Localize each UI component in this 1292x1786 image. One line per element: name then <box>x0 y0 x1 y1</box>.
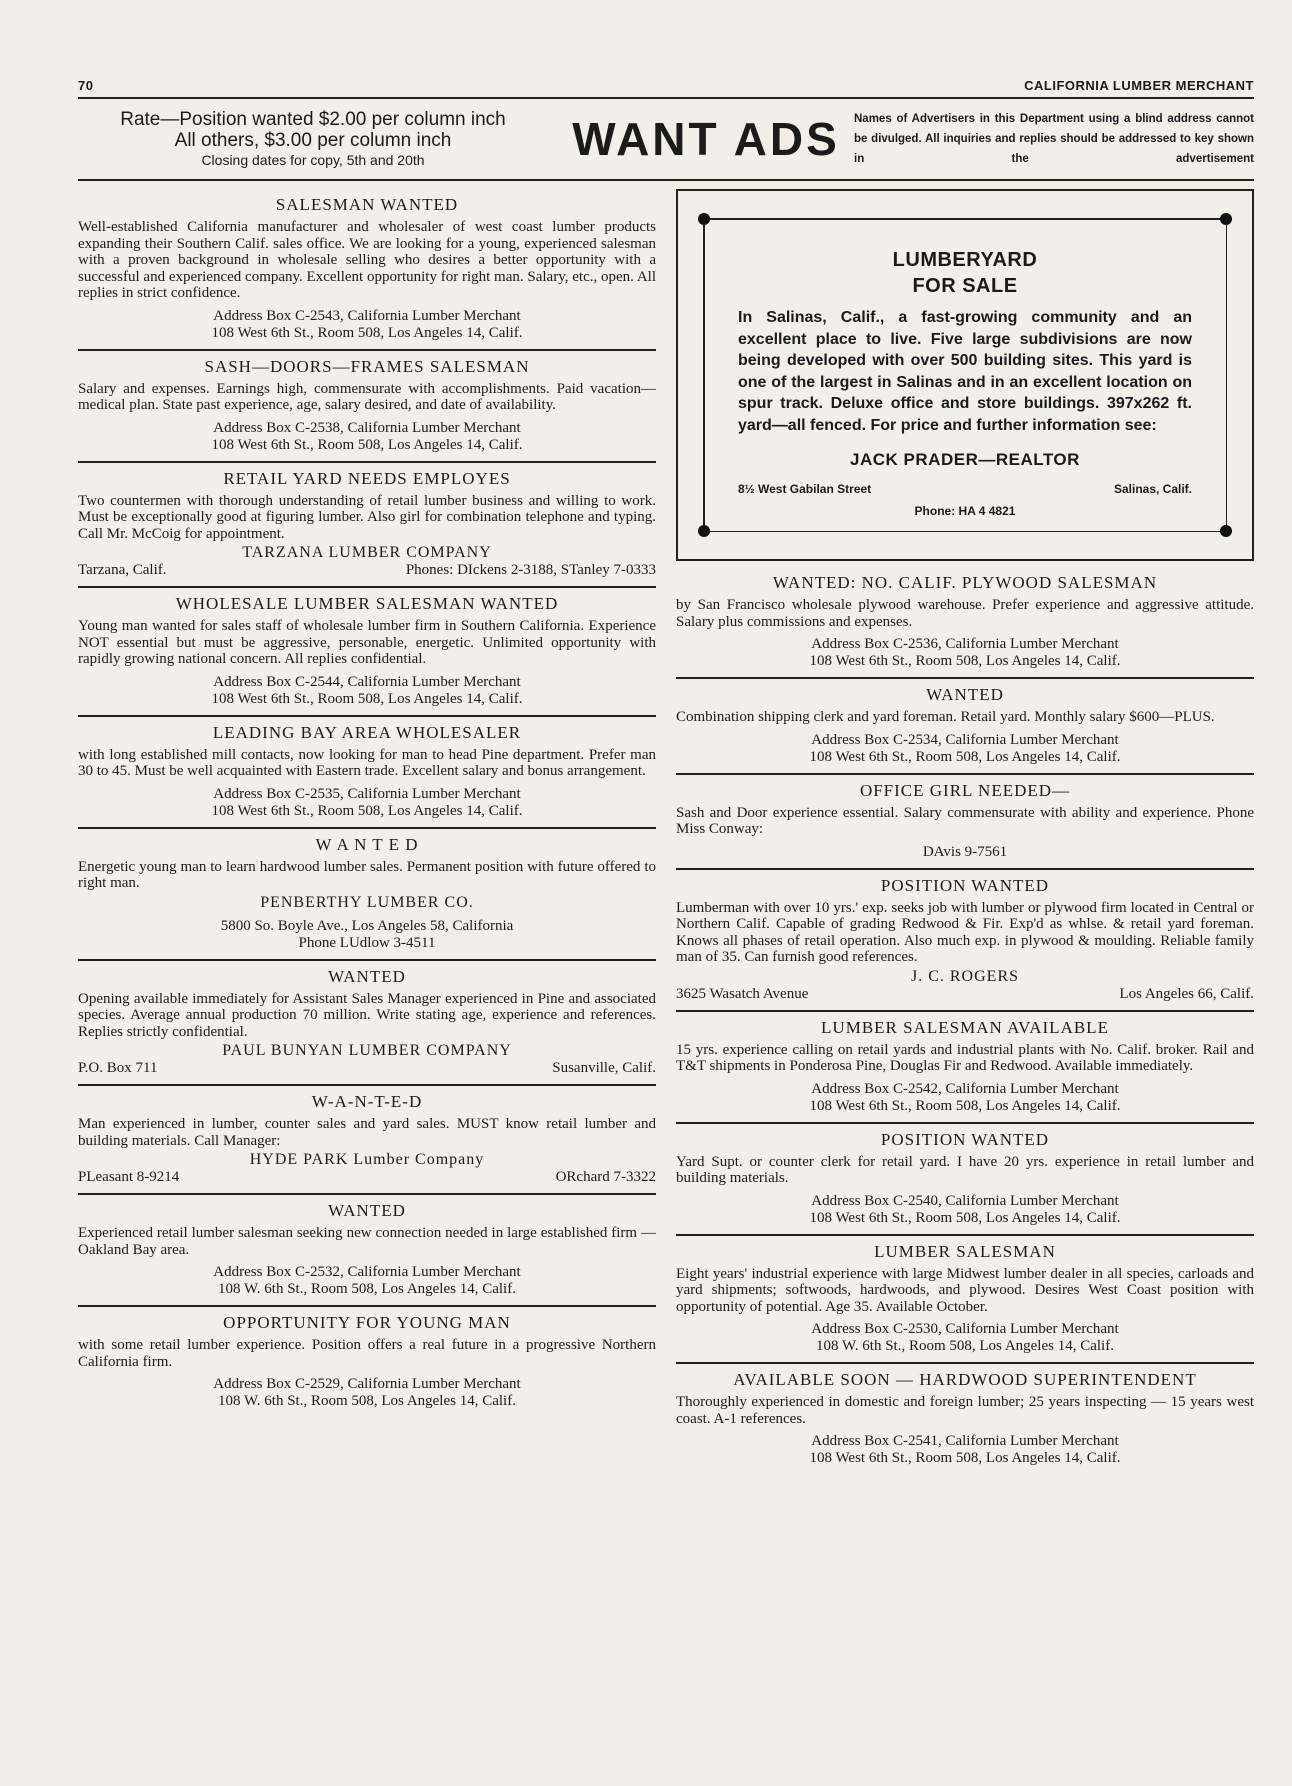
rate-info <box>78 109 548 169</box>
ad-contact-left: PLeasant 8-9214 <box>78 1169 180 1185</box>
ad-company: PAUL BUNYAN LUMBER COMPANY <box>222 1042 512 1059</box>
ad-address-line-2: 108 West 6th St., Room 508, Los Angeles 14, Calif. <box>809 1097 1121 1114</box>
ad-address-line-1: Address Box C-2532, California Lumber Merchant <box>213 1264 521 1280</box>
ad-address-line-1: Address Box C-2538, California Lumber Merchant <box>213 419 521 436</box>
classified-ad <box>676 1124 1254 1236</box>
ad-address-line-2: 108 W. 6th St., Room 508, Los Angeles 14, Calif. <box>218 1281 516 1297</box>
classified-ad <box>676 870 1254 1012</box>
ad-body: Opening available immediately for Assistant Sales Manager experienced in Pine and associated species. Average annual production 70 million. Write stating age, experience and references. Replies strictly confidential. <box>78 990 656 1040</box>
ad-title: SALESMAN WANTED <box>275 195 459 214</box>
blind-address-note: Names of Advertisers in this Department using a blind address cannot be divulged. All inquiries and replies should be addressed to key shown in the advertisement <box>854 113 1254 165</box>
ad-body: Combination shipping clerk and yard foreman. Retail yard. Monthly salary $600—PLUS. <box>676 709 1215 725</box>
magazine-page <box>78 78 1254 1474</box>
ad-body: Lumberman with over 10 yrs.' exp. seeks job with lumber or plywood firm located in Central or Northern Calif. Capable of grading Redwood & Fir. Exp'd as whlse. & retail yard foreman. Knows all phases of retail operation. Also much exp. in plywood & moulding. Reliable family man of 35. Can furnish good references. <box>676 899 1254 965</box>
featured-phone: Phone: HA 4 4821 <box>914 504 1016 518</box>
classified-ad <box>676 1364 1254 1474</box>
ad-title: OFFICE GIRL NEEDED— <box>859 780 1071 800</box>
ad-body: Eight years' industrial experience with large Midwest lumber dealer in all species, carloads and yard shipments; softwoods, hardwoods, and plywood. Desires West Coast position with opportunity of potential. Age 35. Available October. <box>676 1265 1254 1315</box>
ad-title: LEADING BAY AREA WHOLESALER <box>212 722 522 742</box>
featured-ad <box>676 189 1254 561</box>
ad-title: W-A-N-T-E-D <box>311 1092 423 1111</box>
ad-company: HYDE PARK Lumber Company <box>249 1151 485 1168</box>
ad-title: WANTED <box>926 685 1004 704</box>
ad-title: LUMBER SALESMAN AVAILABLE <box>821 1017 1109 1037</box>
ad-address-line-2: 108 W. 6th St., Room 508, Los Angeles 14, Calif. <box>218 1393 516 1409</box>
ad-address-line-2: 108 West 6th St., Room 508, Los Angeles 14, Calif. <box>211 436 523 453</box>
featured-content <box>738 247 1192 518</box>
ad-body: Yard Supt. or counter clerk for retail yard. I have 20 yrs. experience in retail lumber and building materials. <box>676 1153 1254 1186</box>
ad-body: with long established mill contacts, now looking for man to head Pine department. Prefer man 30 to 45. Must be well acquainted with Eastern trade. Excellent salary and bonus arrangement. <box>78 746 656 779</box>
ad-address-line-2: 108 West 6th St., Room 508, Los Angeles 14, Calif. <box>809 1450 1121 1466</box>
ad-title: W A N T E D <box>315 834 419 854</box>
ad-title: POSITION WANTED <box>880 1129 1050 1149</box>
ad-address-line-1: Address Box C-2541, California Lumber Merchant <box>811 1433 1119 1449</box>
corner-dot-icon <box>698 213 710 225</box>
ad-body: Energetic young man to learn hardwood lumber sales. Permanent position with future offered to right man. <box>78 858 656 891</box>
frame-bottom-rule <box>704 531 1226 533</box>
right-column <box>676 189 1254 1474</box>
ad-title: AVAILABLE SOON — HARDWOOD SUPERINTENDENT <box>733 1370 1197 1389</box>
ad-contact-right: Phones: DIckens 2-3188, STanley 7-0333 <box>405 562 656 578</box>
ad-address-line-2: 108 West 6th St., Room 508, Los Angeles 14, Calif. <box>809 653 1121 669</box>
page-number: 70 <box>78 78 94 93</box>
ad-body: Two countermen with thorough understanding of retail lumber business and willing to work. Must be exceptionally good at figuring lumber. Also girl for combination telephone and typing. Call Mr. McCoig for appointment. <box>78 492 656 542</box>
classified-ad <box>78 351 656 463</box>
section-header <box>78 99 1254 181</box>
ad-address-line-2: 108 W. 6th St., Room 508, Los Angeles 14, Calif. <box>816 1338 1114 1354</box>
ad-address-line-1: Address Box C-2530, California Lumber Merchant <box>811 1321 1119 1337</box>
ad-contact-left: 3625 Wasatch Avenue <box>676 985 809 1002</box>
ad-contact-row <box>676 986 1254 1003</box>
classified-ad <box>78 1307 656 1417</box>
classified-ad <box>78 1195 656 1307</box>
ad-address-line-1: Address Box C-2540, California Lumber Merchant <box>811 1192 1119 1209</box>
ad-address-line-1: Address Box C-2543, California Lumber Merchant <box>213 307 521 324</box>
classified-ad <box>78 829 656 961</box>
featured-body: In Salinas, Calif., a fast-growing community and an excellent place to live. Five large subdivisions are now being developed with over 500 building sites. This yard is one of the largest in Salinas and in an excellent location on spur track. Deluxe office and store buildings. 397x262 ft. yard—all fenced. For price and further information see: <box>738 309 1192 434</box>
ad-contact-right: Los Angeles 66, Calif. <box>1119 985 1254 1002</box>
classified-ad <box>676 1012 1254 1124</box>
corner-dot-icon <box>1220 525 1232 537</box>
ad-address-line-2: 108 West 6th St., Room 508, Los Angeles 14, Calif. <box>809 748 1121 765</box>
featured-title-2: FOR SALE <box>912 275 1018 297</box>
classified-ad <box>676 1236 1254 1365</box>
ad-title: WANTED <box>328 1201 406 1220</box>
classified-ad <box>676 567 1254 679</box>
ad-body: with some retail lumber experience. Position offers a real future in a progressive Northern California firm. <box>78 1337 656 1370</box>
frame-right-rule <box>1226 219 1228 531</box>
ad-body: by San Francisco wholesale plywood warehouse. Prefer experience and aggressive attitude. Salary plus commissions and expenses. <box>676 597 1254 630</box>
ad-address-line-1: Address Box C-2529, California Lumber Merchant <box>213 1376 521 1392</box>
featured-address-row <box>738 482 1192 496</box>
rate-line-3: Closing dates for copy, 5th and 20th <box>201 152 425 168</box>
ad-body: Well-established California manufacturer and wholesaler of west coast lumber products expanding their Southern Calif. sales office. We are looking for a young, experienced salesman with a proven background in wholesale selling who desires a better opportunity with a successful and experienced company. Excellent opportunity for right man. Salary, etc., open. All replies in strict confidence. <box>78 219 656 301</box>
ad-title: POSITION WANTED <box>880 875 1050 895</box>
ad-address-line-1: Address Box C-2536, California Lumber Merchant <box>811 636 1119 652</box>
running-header <box>78 78 1254 99</box>
ad-address-line-2: 108 West 6th St., Room 508, Los Angeles 14, Calif. <box>211 324 523 341</box>
classified-ad <box>78 961 656 1087</box>
rate-line-2: All others, $3.00 per column inch <box>174 130 452 151</box>
corner-dot-icon <box>698 525 710 537</box>
rate-line-1: Rate—Position wanted $2.00 per column inch <box>120 109 506 130</box>
publication-name: CALIFORNIA LUMBER MERCHANT <box>1024 78 1254 93</box>
ad-body: Young man wanted for sales staff of wholesale lumber firm in Southern California. Experience NOT essential but must be aggressive, personable, energetic. Unlimited opportunity with rapidly growing national concern. All replies confidential. <box>78 618 656 667</box>
ad-address-line-1: DAvis 9-7561 <box>922 843 1008 860</box>
ad-title: WHOLESALE LUMBER SALESMAN WANTED <box>175 594 559 613</box>
ad-title: WANTED <box>328 966 406 986</box>
featured-contact-name: JACK PRADER—REALTOR <box>850 450 1080 469</box>
featured-city: Salinas, Calif. <box>1113 482 1192 496</box>
ad-address-line-1: 5800 So. Boyle Ave., Los Angeles 58, California <box>220 917 514 934</box>
ad-title: LUMBER SALESMAN <box>874 1241 1056 1261</box>
frame-top-rule <box>704 218 1226 220</box>
ad-body: Thoroughly experienced in domestic and foreign lumber; 25 years inspecting — 15 years west coast. A-1 references. <box>676 1394 1254 1427</box>
ad-contact-row <box>78 562 656 579</box>
frame-left-rule <box>703 219 705 531</box>
classified-ad <box>676 679 1254 775</box>
ad-address-line-1: Address Box C-2544, California Lumber Merchant <box>213 673 521 690</box>
classified-ad <box>78 717 656 829</box>
ad-body: Man experienced in lumber, counter sales and yard sales. MUST know retail lumber and building materials. Call Manager: <box>78 1116 656 1149</box>
ad-body: 15 yrs. experience calling on retail yards and industrial plants with No. Calif. broker. Rail and T&T shipments in Ponderosa Pine, Douglas Fir and Redwood. Available immediately. <box>676 1041 1254 1074</box>
classified-ad <box>78 1086 656 1195</box>
columns <box>78 189 1254 1474</box>
ad-title: SASH—DOORS—FRAMES SALESMAN <box>204 356 530 376</box>
classified-ad <box>78 463 656 589</box>
ad-address-line-1: Address Box C-2542, California Lumber Merchant <box>811 1080 1119 1097</box>
ad-company: J. C. ROGERS <box>910 967 1020 985</box>
featured-title-1: LUMBERYARD <box>892 249 1038 271</box>
right-ads <box>676 567 1254 1474</box>
corner-dot-icon <box>1220 213 1232 225</box>
ad-title: WANTED: NO. CALIF. PLYWOOD SALESMAN <box>772 573 1158 592</box>
ad-contact-left: P.O. Box 711 <box>78 1060 158 1076</box>
classified-ad <box>78 189 656 351</box>
ad-company: TARZANA LUMBER COMPANY <box>242 544 492 561</box>
ad-address-line-2: 108 West 6th St., Room 508, Los Angeles 14, Calif. <box>809 1209 1121 1226</box>
ad-contact-right: Susanville, Calif. <box>552 1060 656 1076</box>
classified-ad <box>78 588 656 717</box>
ad-body: Experienced retail lumber salesman seeking new connection needed in large established firm — Oakland Bay area. <box>78 1225 656 1258</box>
ad-contact-row <box>78 1169 656 1186</box>
ad-body: Sash and Door experience essential. Salary commensurate with ability and experience. Phone Miss Conway: <box>676 804 1254 837</box>
ad-contact-left: Tarzana, Calif. <box>78 562 167 578</box>
ad-contact-right: ORchard 7-3322 <box>555 1169 656 1185</box>
ad-address-line-1: Address Box C-2534, California Lumber Merchant <box>811 731 1119 748</box>
classified-ad <box>676 775 1254 870</box>
left-column <box>78 189 656 1474</box>
ad-company: PENBERTHY LUMBER CO. <box>260 893 474 911</box>
featured-street: 8½ West Gabilan Street <box>738 482 872 496</box>
ad-contact-row <box>78 1060 656 1077</box>
ad-address-line-2: 108 West 6th St., Room 508, Los Angeles 14, Calif. <box>211 802 523 819</box>
ad-address-line-1: Address Box C-2535, California Lumber Merchant <box>213 785 521 802</box>
ad-title: RETAIL YARD NEEDS EMPLOYES <box>223 468 511 488</box>
ad-address-line-2: 108 West 6th St., Room 508, Los Angeles 14, Calif. <box>211 690 523 707</box>
section-title: WANT ADS <box>572 113 840 165</box>
ad-address-line-2: Phone LUdlow 3-4511 <box>298 934 436 951</box>
ad-title: OPPORTUNITY FOR YOUNG MAN <box>223 1313 511 1332</box>
ad-body: Salary and expenses. Earnings high, commensurate with accomplishments. Paid vacation—medical plan. State past experience, age, salary desired, and date of availability. <box>78 380 656 413</box>
